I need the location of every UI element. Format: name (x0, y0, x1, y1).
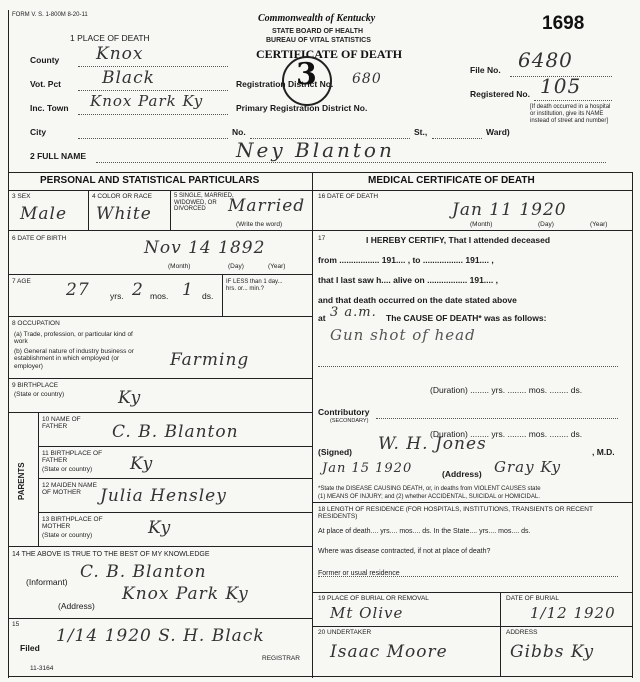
cause-value: Gun shot of head (330, 326, 476, 344)
yrs-label: yrs. (110, 291, 124, 301)
sex-divider (88, 190, 89, 230)
burial-date-value: 1/12 1920 (530, 604, 616, 622)
registered-label: Registered No. (470, 89, 530, 99)
center-divider (312, 172, 313, 678)
father-bp-hint: (State or country) (42, 466, 93, 473)
md-label: , M.D. (592, 447, 615, 457)
from-text: from ................. 191.... , to ................. 191.... , (318, 255, 494, 265)
dod-day: (Day) (538, 221, 554, 228)
signed-date: Jan 15 1920 (322, 461, 413, 476)
full-name-label: 2 FULL NAME (30, 151, 87, 161)
left-border (8, 10, 9, 678)
city-label: City (30, 127, 47, 137)
inc-town-value: Knox Park Ky (90, 92, 204, 110)
dod-value: Jan 11 1920 (452, 200, 567, 220)
single-hint: (Write the word) (236, 221, 283, 228)
age-months: 2 (132, 280, 144, 300)
ward-label: Ward) (486, 127, 510, 137)
former-residence: Former or usual residence (318, 570, 400, 577)
color-value: White (96, 204, 152, 224)
mother-bp-label: 13 BIRTHPLACE OF MOTHER (42, 516, 103, 531)
form-id: FORM V. S. 1-800M 8-20-11 (12, 12, 88, 18)
dob-label: 6 DATE OF BIRTH (12, 235, 67, 242)
duration-2: (Duration) ........ yrs. ........ mos. ........ ds. (430, 429, 583, 439)
father-bp-label: 11 BIRTHPLACE OF FATHER (42, 450, 103, 465)
row-line-3 (8, 316, 312, 317)
occupation-value: Farming (170, 350, 250, 370)
vot-value: Black (102, 68, 155, 88)
burial-divider (500, 592, 501, 626)
reg-district-label: Registration District No. (236, 79, 334, 89)
dob-year: (Year) (268, 263, 286, 270)
mother-bp-value: Ky (148, 518, 172, 538)
occupation-a: (a) Trade, profession, or particular kind of work (14, 331, 133, 346)
at-value: 3 a.m. (330, 305, 377, 320)
color-divider (170, 190, 171, 230)
at-place-text: At place of death.... yrs.... mos.... ds. In the State.... yrs.... mos.... ds. (318, 528, 531, 535)
dod-label: 16 DATE OF DEATH (318, 193, 379, 200)
medical-heading: MEDICAL CERTIFICATE OF DEATH (368, 175, 535, 186)
row-line-6 (8, 546, 312, 547)
age-label: 7 AGE (12, 278, 31, 285)
right-border (632, 172, 633, 678)
father-name-value: C. B. Blanton (112, 422, 239, 442)
single-value: Married (228, 196, 306, 216)
bottom-border (8, 676, 633, 677)
row-line-7 (8, 618, 312, 619)
st-label: St., (414, 127, 428, 137)
form-code: 11-3164 (30, 665, 54, 672)
birthplace-label: 9 BIRTHPLACE (12, 382, 59, 389)
father-name-label: 10 NAME OF FATHER (42, 416, 81, 431)
informant-value: C. B. Blanton (80, 562, 207, 582)
parents-label: PARENTS (17, 462, 26, 500)
occupation-label: 8 OCCUPATION (12, 320, 60, 327)
circled-mark: 3 (296, 57, 318, 92)
color-label: 4 COLOR OR RACE (92, 193, 152, 200)
mother-name-label: 12 MAIDEN NAME OF MOTHER (42, 482, 97, 497)
contributory-line (376, 418, 618, 419)
mother-bp-hint: (State or country) (42, 532, 93, 539)
county-value: Knox (96, 44, 144, 64)
parents-line-2 (38, 478, 312, 479)
cert-address-label: (Address) (442, 469, 482, 479)
age-divider (222, 274, 223, 316)
father-bp-value: Ky (130, 454, 154, 474)
footnote-2: (1) MEANS OF INJURY; and (2) whether ACCIDENTAL, SUICIDAL or HOMICIDAL. (318, 494, 540, 500)
age-days: 1 (182, 280, 194, 300)
registrar-label: REGISTRAR (262, 655, 300, 662)
file-no-label: File No. (470, 65, 501, 75)
informant-address-value: Knox Park Ky (122, 584, 249, 604)
row-line-2 (8, 274, 312, 275)
dod-year: (Year) (590, 221, 608, 228)
undertaker-divider (500, 626, 501, 676)
row-line-5 (8, 412, 312, 413)
full-name-line (96, 162, 606, 163)
informant-address-label: (Address) (58, 601, 95, 611)
board-title: STATE BOARD OF HEALTH (272, 28, 363, 35)
cert-address-value: Gray Ky (494, 458, 562, 476)
inc-line (78, 114, 228, 115)
if-less-label: IF LESS than 1 day... hrs. or... min.? (226, 279, 283, 293)
dod-month: (Month) (470, 221, 493, 228)
length-label: 18 LENGTH OF RESIDENCE (FOR HOSPITALS, INSTITUTIONS, TRANSIENTS OR RECENT RESIDENTS) (318, 506, 593, 521)
dob-value: Nov 14 1892 (144, 238, 266, 258)
parents-line-1 (38, 446, 312, 447)
contributory-label: Contributory (318, 407, 370, 417)
undertaker-value: Isaac Moore (330, 642, 448, 662)
birthplace-hint: (State or country) (14, 391, 65, 398)
med-line-3 (312, 592, 632, 593)
occurred-text: and that death occurred on the date stated above (318, 295, 517, 305)
true-label: 14 THE ABOVE IS TRUE TO THE BEST OF MY KNOWLEDGE (12, 551, 210, 558)
section-head-line (8, 190, 633, 191)
single-label: 5 SINGLE, MARRIED, WIDOWED, OR DIVORCED (174, 193, 234, 213)
commonwealth-title: Commonwealth of Kentucky (258, 13, 376, 24)
ds-label: ds. (202, 291, 214, 301)
undertaker-label: 20 UNDERTAKER (318, 629, 372, 636)
section-top-line (8, 172, 633, 173)
med-line-1 (312, 230, 632, 231)
burial-place-label: 19 PLACE OF BURIAL OR REMOVAL (318, 595, 429, 602)
hospital-note: [If death occurred in a hospital or institution, give its NAME instead of street and number] (530, 104, 611, 124)
cause-line (318, 366, 618, 367)
age-years: 27 (66, 280, 90, 300)
where-contracted: Where was disease contracted, if not at place of death? (318, 548, 491, 555)
bureau-title: BUREAU OF VITAL STATISTICS (266, 37, 371, 44)
sex-value: Male (20, 204, 68, 224)
certificate-title: CERTIFICATE OF DEATH (256, 47, 403, 61)
vot-label: Vot. Pct (30, 79, 62, 89)
personal-heading: PERSONAL AND STATISTICAL PARTICULARS (40, 175, 260, 186)
place-of-death-heading: 1 PLACE OF DEATH (70, 33, 150, 43)
last-saw-text: that I last saw h.... alive on ................. 191.... , (318, 275, 498, 285)
certify-num: 17 (318, 235, 326, 242)
informant-label: (Informant) (26, 577, 68, 587)
med-line-4 (312, 626, 632, 627)
footnote-1: *State the DISEASE CAUSING DEATH, or, in deaths from VIOLENT CAUSES state (318, 486, 541, 492)
file-no-value: 6480 (518, 48, 573, 72)
county-label: County (30, 55, 60, 65)
signed-value: W. H. Jones (378, 434, 487, 454)
occupation-b: (b) General nature of industry business or establishment in which employed (or employer) (14, 348, 134, 370)
duration-1: (Duration) ........ yrs. ........ mos. ........ ds. (430, 385, 583, 395)
dob-day: (Day) (228, 263, 244, 270)
undertaker-address-label: ADDRESS (506, 629, 538, 636)
mos-label: mos. (150, 291, 169, 301)
burial-place-value: Mt Olive (330, 604, 404, 622)
registered-value: 105 (540, 74, 582, 98)
parents-divider (38, 412, 39, 546)
med-line-2 (312, 502, 632, 503)
inc-town-label: Inc. Town (30, 103, 69, 113)
burial-date-label: DATE OF BURIAL (506, 595, 559, 602)
birthplace-value: Ky (118, 388, 142, 408)
mother-name-value: Julia Hensley (100, 486, 227, 506)
primary-reg-label: Primary Registration District No. (236, 103, 368, 113)
signed-label: (Signed) (318, 447, 352, 457)
stamp-number: 1698 (542, 13, 585, 34)
filed-value: 1/14 1920 S. H. Black (56, 626, 265, 646)
parents-line-3 (38, 512, 312, 513)
st-line (432, 138, 482, 139)
sex-label: 3 SEX (12, 193, 31, 200)
full-name-value: Ney Blanton (236, 138, 395, 162)
registered-line (534, 100, 612, 101)
certify-text: I HEREBY CERTIFY, That I attended deceased (366, 235, 551, 245)
no-label: No. (232, 127, 246, 137)
row-line-4 (8, 378, 312, 379)
cause-text: The CAUSE OF DEATH* was as follows: (386, 313, 547, 323)
county-line (78, 66, 228, 67)
filed-label: Filed (20, 643, 40, 653)
dob-month: (Month) (168, 263, 191, 270)
filed-num: 15 (12, 621, 20, 628)
row-line-1 (8, 230, 312, 231)
city-line (78, 138, 228, 139)
secondary-label: (SECONDARY) (330, 418, 369, 424)
undertaker-address-value: Gibbs Ky (510, 642, 595, 662)
at-text: at (318, 313, 326, 323)
vot-line (78, 90, 228, 91)
reg-district-value: 680 (352, 71, 382, 87)
